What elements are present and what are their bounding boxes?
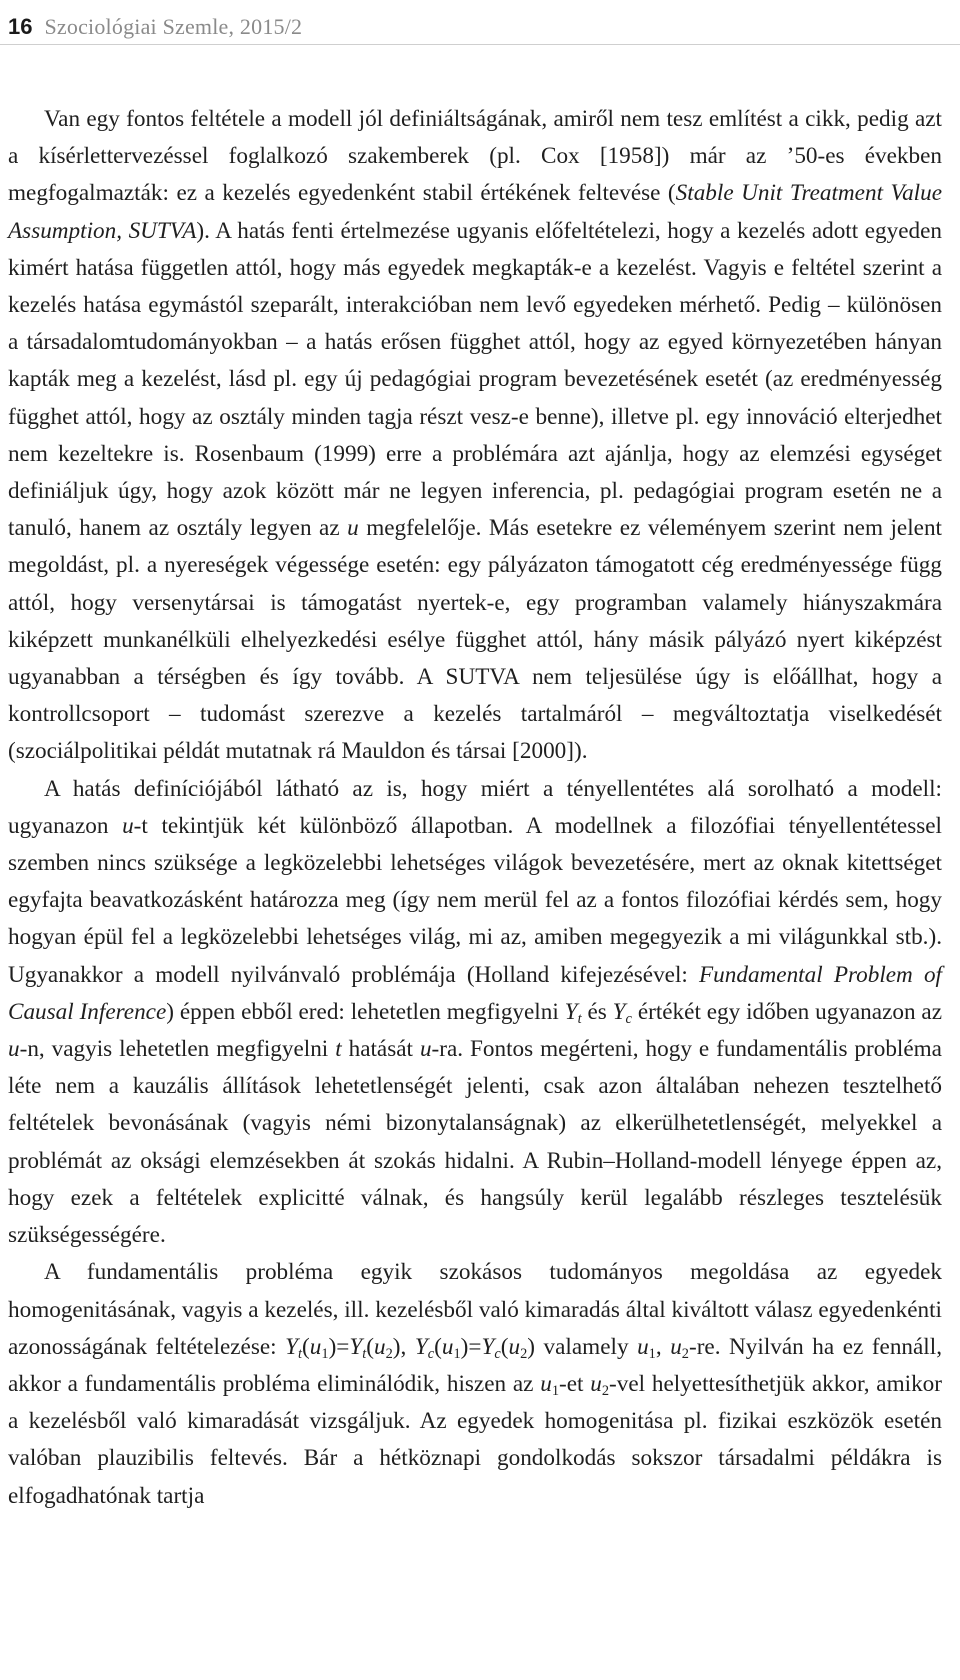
italic-text: Y (481, 1333, 495, 1360)
text-run: -t tekintjük két különböző állapotban. A modellnek a filozófiai tényellentétessel szemben nincs szüksége a legközelebbi lehetséges világok bevezetésére, mert az oknak kitettséget egyfajta beavatkozásként határozza meg (így nem merül fel az a fontos filozófiai kérdés sem, hogy hogyan épül fel a legközelebbi lehetséges világ, mi az, amiben megegyezik a mi világunkkal stb.). Ugyanakkor a modell nyilvánvaló problémája (Holland kifejezésével: (8, 812, 942, 988)
italic-text: u (508, 1333, 521, 1360)
subscript: t (362, 1345, 367, 1362)
italic-text: u (670, 1333, 682, 1360)
italic-text: Fundamental Problem of Causal Inference (8, 961, 942, 1025)
text-run: ( (302, 1333, 310, 1360)
running-header (0, 0, 960, 45)
italic-text: Y (285, 1333, 299, 1360)
subscript: c (427, 1345, 435, 1362)
text-run: , (655, 1333, 671, 1360)
text-run: -vel helyettesíthetjük akkor, amikor a kezelésből való kimaradását vizsgáljuk. Az egyedek homogenitása pl. fizikai eszközök esetén valóban plauzibilis feltevés. Bár a hétköznapi gondolkodás sokszor társadalmi példákra is elfogadhatónak tartja (8, 1370, 942, 1509)
subscript: c (494, 1345, 501, 1362)
italic-text: u (347, 515, 359, 542)
text-run: megfelelője. Más esetekre ez véleményem szerint nem jelent megoldást, pl. a nyereségek végessége esetén: egy pályázaton támogatott cég eredményessége függ attól, hogy versenytársai is támogatást nyertek-e, egy programban valamely hiányszakmára kiképzett munkanélküli elhelyezkedési esélye függhet attól, hány másik pályázó nyert kiképzést ugyanabban a térségben és így tovább. A SUTVA nem teljesülése úgy is előállhat, hogy a kontrollcsoport – tudomást szerezve a kezelés tartalmáról – megváltoztatja viselkedését (szociálpolitikai példát mutatnak rá Mauldon és társai [2000]). (8, 515, 942, 765)
text-run: -re. Nyilván ha ez fennáll, akkor a fundamentális probléma eliminálódik, hiszen az (8, 1333, 942, 1397)
text-run: értékét egy időben ugyanazon az (631, 998, 943, 1025)
italic-text: u (374, 1333, 386, 1360)
text-run: A fundamentális probléma egyik szokásos tudományos megoldása az egyedek homogenitásának, vagyis a kezelés, ill. kezelésből való kimaradás által kiváltott válasz egyedenkénti azonosságának feltételezése: (8, 1259, 942, 1360)
text-run: )= (460, 1333, 482, 1360)
italic-text: u (122, 812, 134, 839)
italic-text: t (335, 1036, 342, 1063)
text-run: ( (500, 1333, 509, 1360)
italic-text: u (441, 1333, 454, 1360)
italic-text: Y (349, 1333, 363, 1360)
subscript: 1 (648, 1345, 656, 1362)
subscript: 1 (321, 1345, 329, 1362)
italic-text: u (540, 1370, 552, 1397)
subscript: t (298, 1345, 303, 1362)
text-run: -n, vagyis lehetetlen megfigyelni (19, 1036, 336, 1063)
journal-title: Szociológiai Szemle, 2015/2 (44, 14, 303, 39)
subscript: c (625, 1010, 632, 1027)
text-run: ). A hatás fenti értelmezése ugyanis előfeltételezi, hogy a kezelés adott egyeden kimért hatása független attól, hogy más egyedek megkapták-e a kezelést. Vagyis e feltétel szerint a kezelés hatása egymástól szeparált, interakcióban nem levő egyedeken mérhető. Pedig – különösen a társadalomtudományokban – a hatás erősen függhet attól, hogy az egyed környezetében hányan kapták meg a kezelést, lásd pl. egy új pedagógiai program bevezetésének esetét (az eredményesség függhet attól, hogy az osztály minden tagja részt vesz-e benne), illetve pl. egy innováció elterjedhet nem kezeltekre is. Rosenbaum (1999) erre a problémára azt ajánlja, hogy az elemzési egységet definiáljuk úgy, hogy azok között már ne legyen inferencia, pl. pedagógiai program esetén ne a tanuló, hanem az osztály legyen az (8, 217, 942, 542)
italic-text: u (419, 1036, 432, 1063)
text-run: ) éppen ebből ered: lehetetlen megfigyelni (166, 998, 565, 1025)
subscript: 2 (601, 1382, 610, 1399)
subscript: 2 (681, 1345, 689, 1362)
text-run: -ra. Fontos megérteni, hogy e fundamentális probléma léte nem a kauzális állítások lehetetlenségét jelenti, csak azon általában nehezen tesztelhető feltételek bevonásának (vagyis némi bizonytalanságnak) az elkerülhetetlenségét, melyekkel a problémát az oksági elemzésekben át szokás hidalni. A Rubin–Holland-modell lényege éppen az, hogy ezek a feltételek explicitté válnak, és hangsúly kerül legalább részleges tesztelésük szükségességére. (8, 1036, 942, 1249)
text-run: ) valamely (527, 1333, 638, 1360)
italic-text: u (309, 1333, 322, 1360)
paragraph (8, 771, 942, 1255)
text-run: hatását (341, 1036, 420, 1063)
page-number: 16 (8, 14, 33, 39)
italic-text: Y (414, 1333, 428, 1360)
italic-text: Stable Unit Treatment Value Assumption, SUTVA (8, 180, 943, 244)
italic-text: Y (564, 998, 578, 1025)
text-run: -et (559, 1370, 591, 1397)
body-text (8, 101, 942, 1515)
text-run: A hatás definíciójából látható az is, hogy miért a tényellentétes alá sorolható a modell: ugyanazon (8, 775, 942, 839)
text-run: )= (328, 1333, 350, 1360)
paragraph (8, 101, 942, 771)
italic-text: u (590, 1370, 602, 1397)
text-run: ), (392, 1333, 415, 1360)
italic-text: u (8, 1036, 20, 1063)
subscript: 2 (385, 1345, 393, 1362)
text-run: Van egy fontos feltétele a modell jól definiáltságának, amiről nem tesz említést a cikk, pedig azt a kísérlettervezéssel foglalkozó szakemberek (pl. Cox [1958]) már az ’50-es években megfogalmazták: ez a kezelés egyedenként stabil értékének feltevése ( (8, 106, 942, 207)
italic-text: u (637, 1333, 649, 1360)
paragraph (8, 1254, 942, 1514)
italic-text: Y (612, 998, 626, 1025)
subscript: 1 (453, 1345, 461, 1362)
subscript: 2 (520, 1345, 528, 1362)
text-run: ( (434, 1333, 442, 1360)
subscript: 1 (551, 1382, 560, 1399)
text-run: és (581, 998, 613, 1025)
subscript: t (577, 1010, 582, 1027)
text-run: ( (366, 1333, 375, 1360)
